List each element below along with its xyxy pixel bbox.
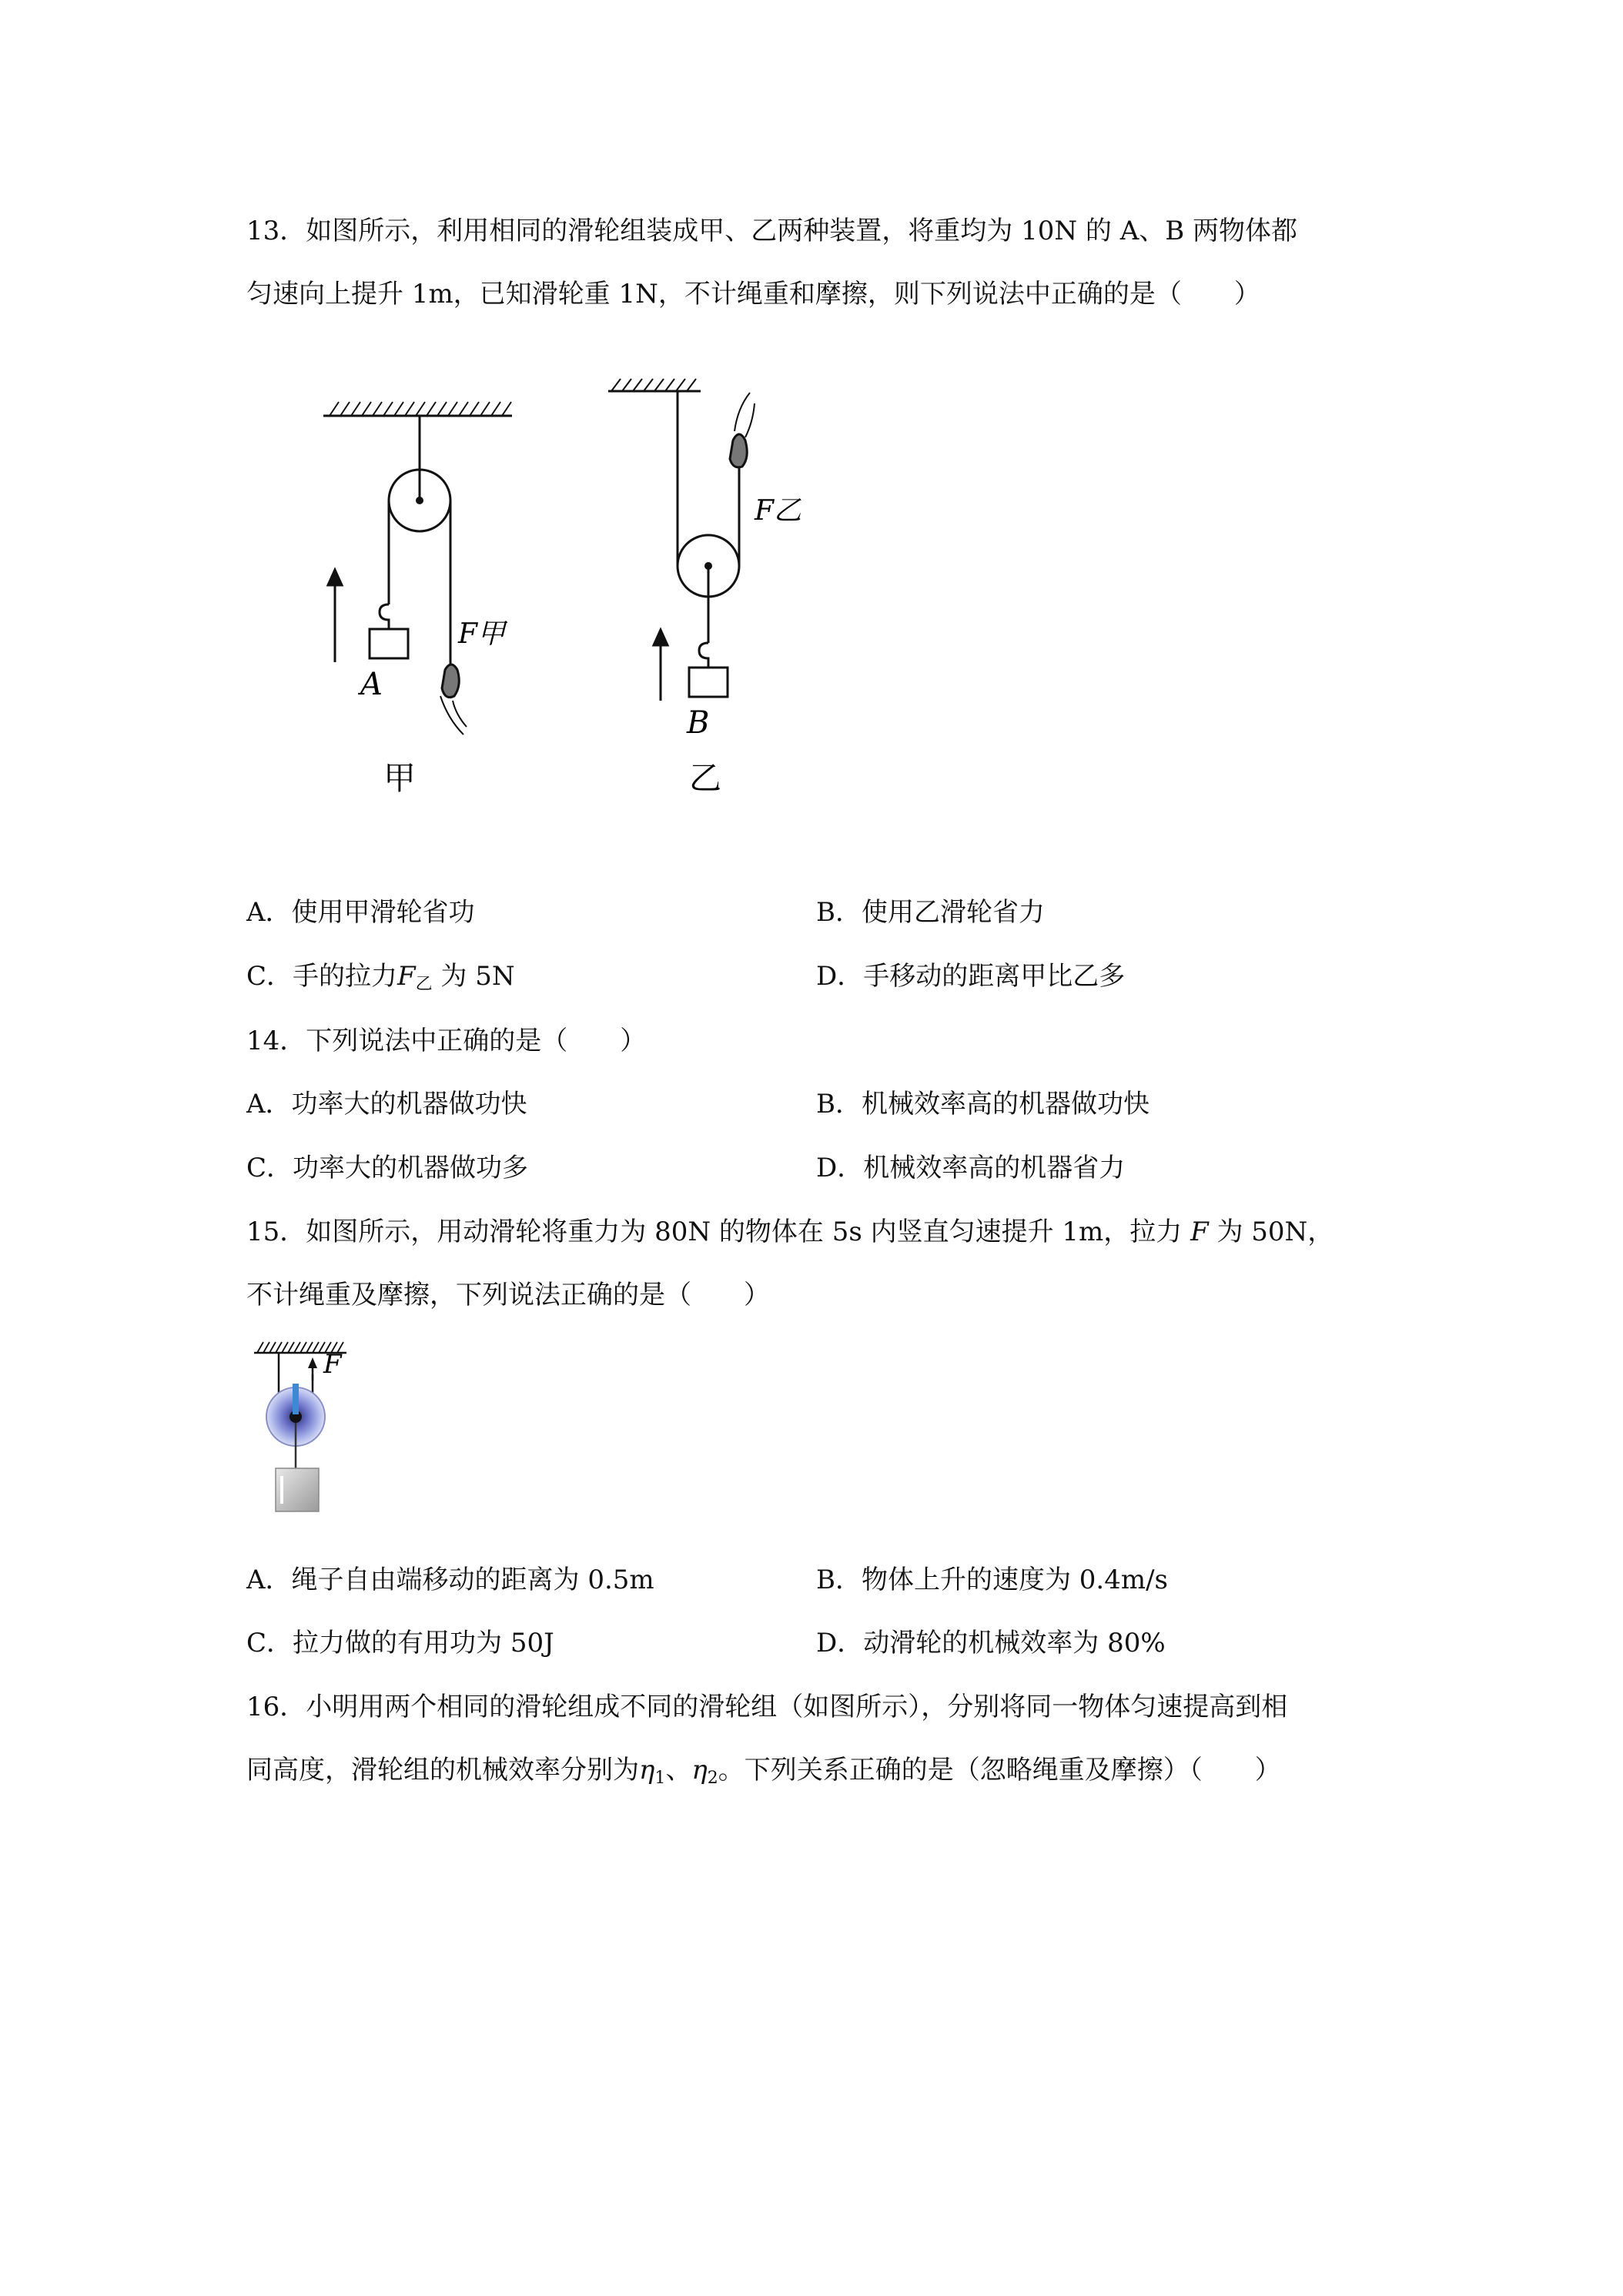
q13-label-jia: 甲 <box>383 759 417 797</box>
q15-stem-line1-suffix: 为 50N， <box>1208 1217 1334 1247</box>
q14-option-a: A．功率大的机器做功快 <box>246 1089 527 1120</box>
q13-option-d: D．手移动的距离甲比乙多 <box>816 961 1126 992</box>
q16-separator: 、 <box>665 1755 692 1786</box>
q16-eta1-subscript: 1 <box>654 1769 666 1788</box>
q15-option-a: A．绳子自由端移动的距离为 0.5m <box>246 1565 654 1595</box>
q15-option-d: D．动滑轮的机械效率为 80% <box>816 1628 1166 1658</box>
q15-stem-force: F <box>1190 1217 1209 1247</box>
q15-stem-line1-prefix: 15．如图所示，用动滑轮将重力为 80N 的物体在 5s 内竖直匀速提升 1m，拉力 <box>246 1217 1191 1247</box>
q16-eta2: η <box>691 1755 708 1786</box>
q15-label-force: F <box>323 1349 342 1380</box>
q15-pulley-figure <box>246 1336 385 1536</box>
q13-label-object-a: A <box>360 667 383 702</box>
q14-option-d: D．机械效率高的机器省力 <box>816 1153 1126 1183</box>
q13-pulley-figure <box>293 377 847 816</box>
q16-stem-line2-suffix: 。下列关系正确的是（忽略绳重及摩擦）（ ） <box>718 1755 1281 1786</box>
q14-option-b: B．机械效率高的机器做功快 <box>816 1089 1149 1120</box>
q13-option-c-prefix: C．手的拉力 <box>246 961 398 992</box>
q13-label-object-b: B <box>687 705 710 741</box>
q15-option-c: C．拉力做的有用功为 50J <box>246 1628 554 1658</box>
q14-option-c: C．功率大的机器做功多 <box>246 1153 529 1183</box>
q13-option-a: A．使用甲滑轮省功 <box>246 897 475 928</box>
q16-stem-line2-prefix: 同高度，滑轮组的机械效率分别为 <box>246 1755 639 1786</box>
q13-option-c <box>246 961 515 996</box>
q15-option-b: B．物体上升的速度为 0.4m/s <box>816 1565 1169 1595</box>
q13-option-b: B．使用乙滑轮省力 <box>816 897 1045 928</box>
q13-stem-line1: 13．如图所示，利用相同的滑轮组装成甲、乙两种装置，将重均为 10N 的 A、B 两物体都 <box>246 216 1298 246</box>
q15-stem-line2: 不计绳重及摩擦，下列说法正确的是（ ） <box>246 1280 770 1310</box>
q16-eta1: η <box>639 1755 655 1786</box>
q13-option-c-subscript: 乙 <box>415 975 433 994</box>
q13-stem-line2: 匀速向上提升 1m，已知滑轮重 1N，不计绳重和摩擦，则下列说法中正确的是（ ） <box>246 279 1260 310</box>
q16-eta2-subscript: 2 <box>707 1769 718 1788</box>
q16-stem-line2 <box>246 1755 1281 1789</box>
q13-label-force-jia: F甲 <box>458 618 505 650</box>
q13-label-force-yi: F乙 <box>755 495 801 527</box>
q14-stem: 14．下列说法中正确的是（ ） <box>246 1026 647 1056</box>
q16-stem-line1: 16．小明用两个相同的滑轮组成不同的滑轮组（如图所示），分别将同一物体匀速提高到相 <box>246 1692 1288 1722</box>
q13-option-c-force: F <box>397 961 416 992</box>
q13-label-yi: 乙 <box>689 759 722 797</box>
q15-stem-line1 <box>246 1217 1334 1247</box>
q13-option-c-suffix: 为 5N <box>432 961 515 992</box>
